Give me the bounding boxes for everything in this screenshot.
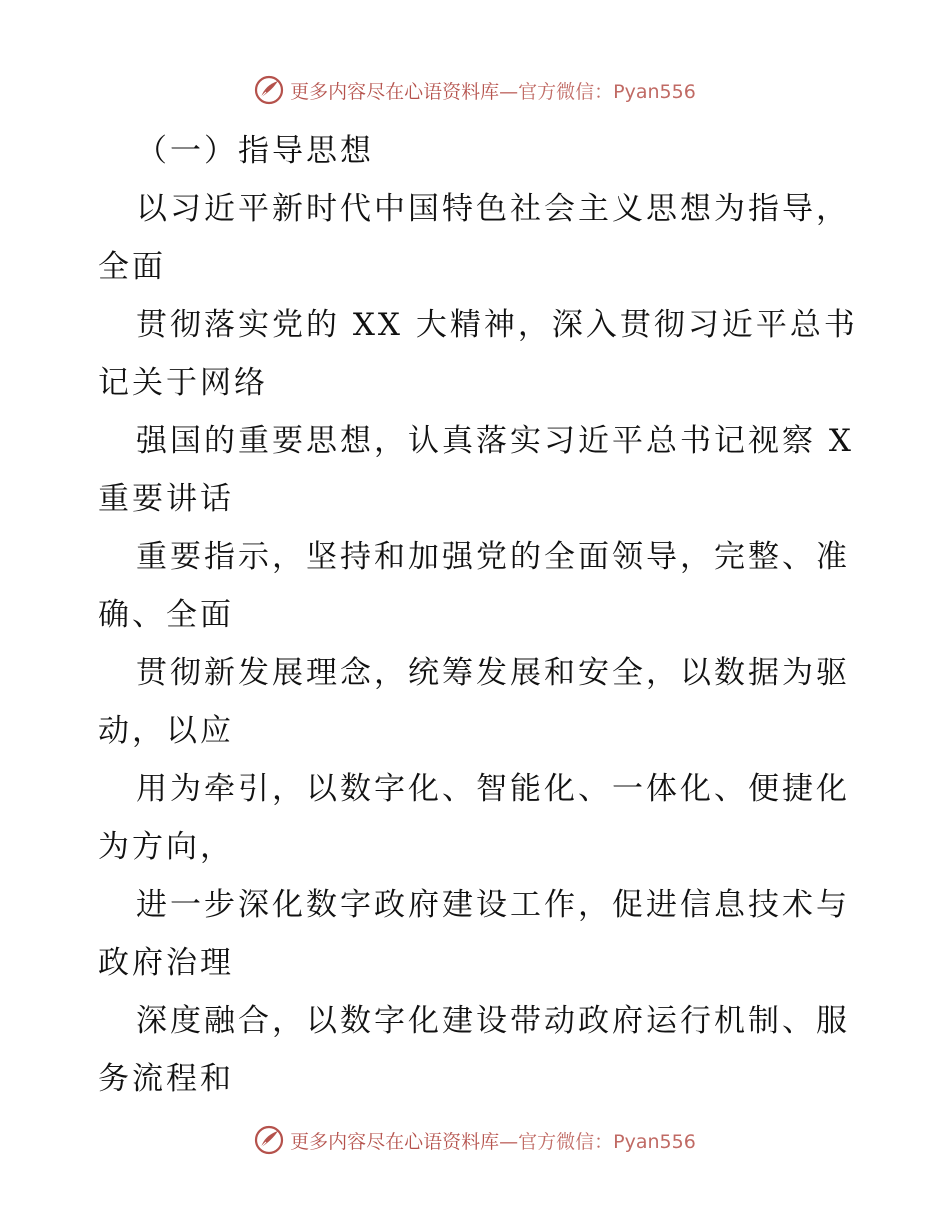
text-line: 贯彻落实党的 XX 大精神，深入贯彻习近平总书 <box>136 307 858 343</box>
quill-pen-logo-icon <box>254 1125 284 1155</box>
document-body <box>98 122 858 1108</box>
text-line: 用为牵引，以数字化、智能化、一体化、便捷化 <box>136 771 850 807</box>
wechat-id: —官方微信：Pyan556 <box>499 80 696 103</box>
text-line: 强国的重要思想，认真落实习近平总书记视察 X <box>136 423 854 459</box>
wechat-id: —官方微信：Pyan556 <box>499 1130 696 1153</box>
text-line: 确、全面 <box>98 597 234 633</box>
text-line: 重要指示，坚持和加强党的全面领导，完整、准 <box>136 539 850 575</box>
text-line: 进一步深化数字政府建设工作，促进信息技术与 <box>136 887 850 923</box>
text-line: 记关于网络 <box>98 365 268 401</box>
text-line: 深度融合，以数字化建设带动政府运行机制、服 <box>136 1003 850 1039</box>
quill-pen-logo-icon <box>254 75 284 105</box>
text-line: 全面 <box>98 249 166 285</box>
site-name: 更多内容尽在心语资料库 <box>290 1130 500 1153</box>
text-line: 贯彻新发展理念，统筹发展和安全，以数据为驱 <box>136 655 850 691</box>
footer-banner <box>0 1120 950 1160</box>
header-banner <box>0 70 950 110</box>
header-banner-text <box>290 77 696 104</box>
text-line: 动，以应 <box>98 713 234 749</box>
text-line: 重要讲话 <box>98 481 234 517</box>
footer-banner-text <box>290 1127 696 1154</box>
text-line: 以习近平新时代中国特色社会主义思想为指导， <box>136 191 850 227</box>
text-line: 为方向， <box>98 829 234 865</box>
text-line: 务流程和 <box>98 1061 234 1097</box>
section-heading: （一）指导思想 <box>136 133 374 169</box>
text-line: 政府治理 <box>98 945 234 981</box>
site-name: 更多内容尽在心语资料库 <box>290 80 500 103</box>
